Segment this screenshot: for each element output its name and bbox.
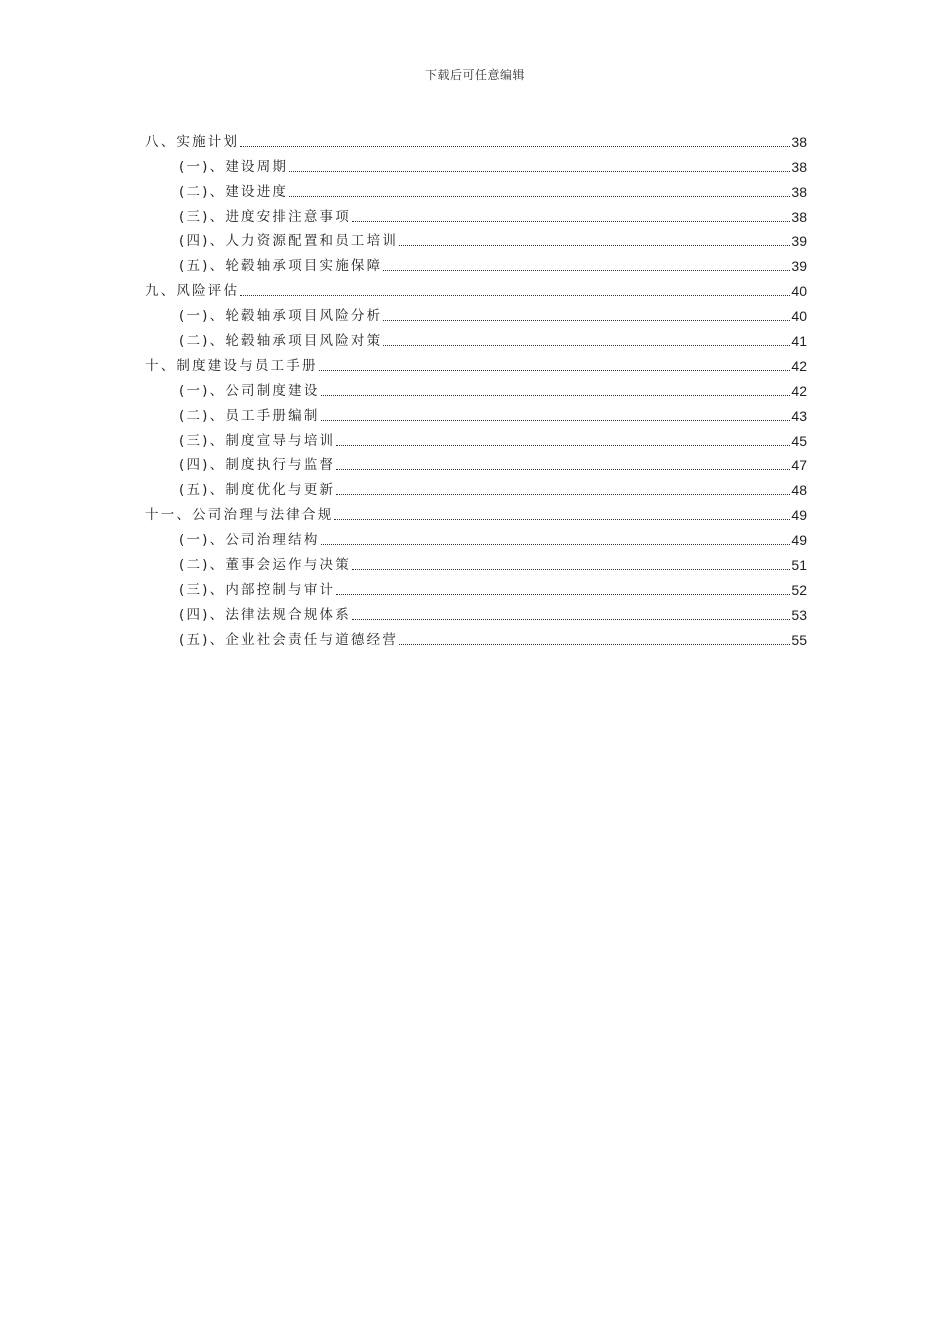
toc-entry-label: (一)、公司制度建设	[179, 382, 320, 399]
toc-page-number: 45	[791, 432, 807, 449]
toc-dot-leader	[383, 270, 790, 271]
toc-entry-label: (五)、企业社会责任与道德经营	[179, 631, 399, 648]
toc-entry[interactable]	[145, 474, 807, 499]
toc-entry-label: (四)、人力资源配置和员工培训	[179, 233, 399, 250]
toc-page-number: 47	[791, 457, 807, 474]
toc-entry-label: (二)、轮毂轴承项目风险对策	[179, 333, 383, 350]
toc-page-number: 39	[791, 258, 807, 275]
toc-entry-label: (三)、制度宣导与培训	[179, 432, 336, 449]
toc-entry-label: (三)、进度安排注意事项	[179, 208, 351, 225]
toc-entry-label: 八、实施计划	[145, 133, 240, 150]
toc-dot-leader	[383, 345, 790, 346]
table-of-contents	[145, 126, 807, 649]
toc-entry[interactable]	[145, 375, 807, 400]
toc-dot-leader	[399, 644, 790, 645]
toc-dot-leader	[321, 420, 791, 421]
toc-entry[interactable]	[145, 300, 807, 325]
toc-dot-leader	[319, 370, 791, 371]
toc-entry-label: (二)、员工手册编制	[179, 407, 320, 424]
toc-page-number: 51	[791, 557, 807, 574]
toc-entry-label: (二)、建设进度	[179, 183, 289, 200]
toc-entry[interactable]	[145, 624, 807, 649]
toc-dot-leader	[352, 221, 790, 222]
toc-page-number: 38	[791, 208, 807, 225]
toc-page-number: 40	[791, 283, 807, 300]
toc-entry[interactable]	[145, 400, 807, 425]
toc-dot-leader	[383, 320, 790, 321]
toc-page-number: 38	[791, 133, 807, 150]
toc-entry[interactable]	[145, 275, 807, 300]
toc-entry-label: (四)、法律法规合规体系	[179, 606, 351, 623]
toc-entry[interactable]	[145, 350, 807, 375]
toc-page-number: 49	[791, 507, 807, 524]
toc-page-number: 41	[791, 333, 807, 350]
toc-entry[interactable]	[145, 499, 807, 524]
toc-entry[interactable]	[145, 226, 807, 251]
toc-entry-label: (一)、建设周期	[179, 158, 289, 175]
toc-dot-leader	[399, 245, 790, 246]
toc-entry[interactable]	[145, 325, 807, 350]
toc-entry-label: 十一、公司治理与法律合规	[145, 507, 334, 524]
toc-entry[interactable]	[145, 574, 807, 599]
toc-entry[interactable]	[145, 176, 807, 201]
toc-dot-leader	[321, 395, 791, 396]
toc-dot-leader	[352, 619, 790, 620]
toc-page-number: 38	[791, 158, 807, 175]
toc-dot-leader	[289, 196, 790, 197]
toc-entry-label: (四)、制度执行与监督	[179, 457, 336, 474]
toc-entry[interactable]	[145, 599, 807, 624]
toc-entry[interactable]	[145, 250, 807, 275]
toc-page-number: 53	[791, 606, 807, 623]
toc-page-number: 48	[791, 482, 807, 499]
toc-entry[interactable]	[145, 549, 807, 574]
toc-page-number: 49	[791, 532, 807, 549]
toc-page-number: 39	[791, 233, 807, 250]
toc-entry[interactable]	[145, 524, 807, 549]
toc-entry[interactable]	[145, 151, 807, 176]
toc-page-number: 55	[791, 631, 807, 648]
toc-page-number: 38	[791, 183, 807, 200]
toc-entry-label: 九、风险评估	[145, 283, 240, 300]
toc-dot-leader	[336, 445, 790, 446]
toc-entry[interactable]	[145, 201, 807, 226]
toc-entry[interactable]	[145, 450, 807, 475]
toc-page-number: 42	[791, 382, 807, 399]
toc-dot-leader	[334, 519, 790, 520]
toc-entry-label: (一)、公司治理结构	[179, 532, 320, 549]
toc-entry-label: (五)、轮毂轴承项目实施保障	[179, 258, 383, 275]
toc-dot-leader	[336, 469, 790, 470]
toc-dot-leader	[336, 594, 790, 595]
toc-entry-label: (三)、内部控制与审计	[179, 581, 336, 598]
toc-dot-leader	[240, 146, 790, 147]
toc-entry[interactable]	[145, 425, 807, 450]
toc-entry-label: (五)、制度优化与更新	[179, 482, 336, 499]
toc-dot-leader	[289, 171, 790, 172]
toc-page-number: 43	[791, 407, 807, 424]
toc-dot-leader	[321, 544, 791, 545]
toc-page-number: 52	[791, 581, 807, 598]
toc-dot-leader	[336, 494, 790, 495]
toc-page-number: 42	[791, 357, 807, 374]
toc-dot-leader	[352, 569, 790, 570]
toc-entry-label: (一)、轮毂轴承项目风险分析	[179, 308, 383, 325]
toc-entry[interactable]	[145, 126, 807, 151]
toc-dot-leader	[240, 295, 790, 296]
toc-page-number: 40	[791, 308, 807, 325]
toc-entry-label: (二)、董事会运作与决策	[179, 557, 351, 574]
page-header: 下载后可任意编辑	[424, 68, 525, 82]
toc-entry-label: 十、制度建设与员工手册	[145, 357, 318, 374]
